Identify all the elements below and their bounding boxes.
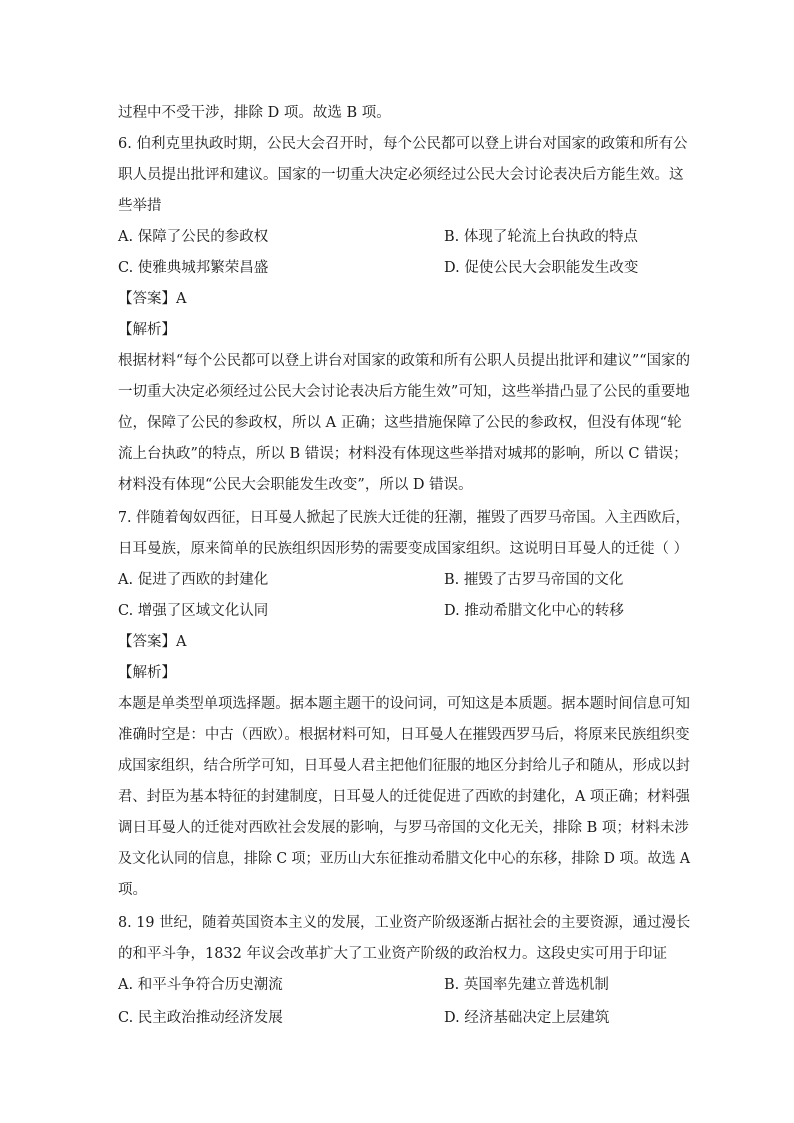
question-7-option-a: A. 促进了西欧的封建化 xyxy=(118,572,269,588)
question-8-option-c: C. 民主政治推动经济发展 xyxy=(118,1010,283,1026)
text-line: 过程中不受干涉，排除 D 项。故选 B 项。 xyxy=(118,105,391,121)
question-7-option-d: D. 推动希腊文化中心的转移 xyxy=(444,603,624,619)
question-7-analysis-label: 【解析】 xyxy=(118,665,176,681)
question-7-option-b: B. 摧毁了古罗马帝国的文化 xyxy=(444,572,624,588)
question-8-stem-line: 的和平斗争，1832 年议会改革扩大了工业资产阶级的政治权力。这段史实可用于印证 xyxy=(118,946,668,962)
question-7-option-c: C. 增强了区域文化认同 xyxy=(118,603,269,619)
question-6-option-a: A. 保障了公民的参政权 xyxy=(118,229,269,245)
question-8-stem-line: 8. 19 世纪，随着英国资本主义的发展，工业资产阶级逐渐占据社会的主要资源，通过漫长 xyxy=(118,915,691,931)
question-7-analysis-line: 成国家组织，结合所学可知，日耳曼人君主把他们征服的地区分封给儿子和随从，形成以封 xyxy=(118,758,690,774)
question-6-analysis-line: 根据材料“每个公民都可以登上讲台对国家的政策和所有公职人员提出批评和建议”“国家的 xyxy=(118,353,691,369)
question-6-stem-line: 6. 伯利克里执政时期，公民大会召开时，每个公民都可以登上讲台对国家的政策和所有公 xyxy=(118,136,688,152)
question-7-analysis-line: 君、封臣为基本特征的封建制度，日耳曼人的迁徙促进了西欧的封建化，A 项正确；材料强 xyxy=(118,789,690,805)
question-7-analysis-line: 准确时空是：中古（西欧）。根据材料可知，日耳曼人在摧毁西罗马后，将原来民族组织变 xyxy=(118,727,690,743)
question-6-analysis-line: 流上台执政”的特点，所以 B 错误；材料没有体现这些举措对城邦的影响，所以 C 错误； xyxy=(118,446,688,462)
question-6-stem-line: 职人员提出批评和建议。国家的一切重大决定必须经过公民大会讨论表决后方能生效。这 xyxy=(118,167,684,183)
question-7-analysis-line: 项。 xyxy=(118,882,147,898)
question-7-analysis-line: 调日耳曼人的迁徙对西欧社会发展的影响，与罗马帝国的文化无关，排除 B 项；材料未涉 xyxy=(118,820,689,836)
question-8-option-d: D. 经济基础决定上层建筑 xyxy=(444,1010,610,1026)
question-6-answer: 【答案】A xyxy=(118,291,187,307)
question-6-analysis-line: 位，保障了公民的参政权，所以 A 正确；这些措施保障了公民的参政权，但没有体现“轮 xyxy=(118,415,682,431)
question-7-analysis-line: 本题是单类型单项选择题。据本题主题干的设问词，可知这是本质题。据本题时间信息可知 xyxy=(118,696,690,712)
question-6-option-d: D. 促使公民大会职能发生改变 xyxy=(444,260,639,276)
question-7-stem-line: 日耳曼族，原来简单的民族组织因形势的需要变成国家组织。这说明日耳曼人的迁徙（ ） xyxy=(118,541,689,557)
question-6-analysis-line: 一切重大决定必须经过公民大会讨论表决后方能生效”可知，这些举措凸显了公民的重要地 xyxy=(118,384,690,400)
question-6-option-c: C. 使雅典城邦繁荣昌盛 xyxy=(118,260,269,276)
question-6-stem-line: 些举措 xyxy=(118,198,162,214)
question-7-analysis-line: 及文化认同的信息，排除 C 项；亚历山大东征推动希腊文化中心的东移，排除 D 项。故选 A xyxy=(118,851,690,867)
question-6-analysis-line: 材料没有体现“公民大会职能发生改变”，所以 D 错误。 xyxy=(118,477,473,493)
question-6-option-b: B. 体现了轮流上台执政的特点 xyxy=(444,229,638,245)
question-7-stem-line: 7. 伴随着匈奴西征，日耳曼人掀起了民族大迁徙的狂潮，摧毁了西罗马帝国。入主西欧后， xyxy=(118,510,690,526)
question-8-option-b: B. 英国率先建立普选机制 xyxy=(444,977,609,993)
question-8-option-a: A. 和平斗争符合历史潮流 xyxy=(118,977,283,993)
question-6-analysis-label: 【解析】 xyxy=(118,322,176,338)
question-7-answer: 【答案】A xyxy=(118,634,187,650)
